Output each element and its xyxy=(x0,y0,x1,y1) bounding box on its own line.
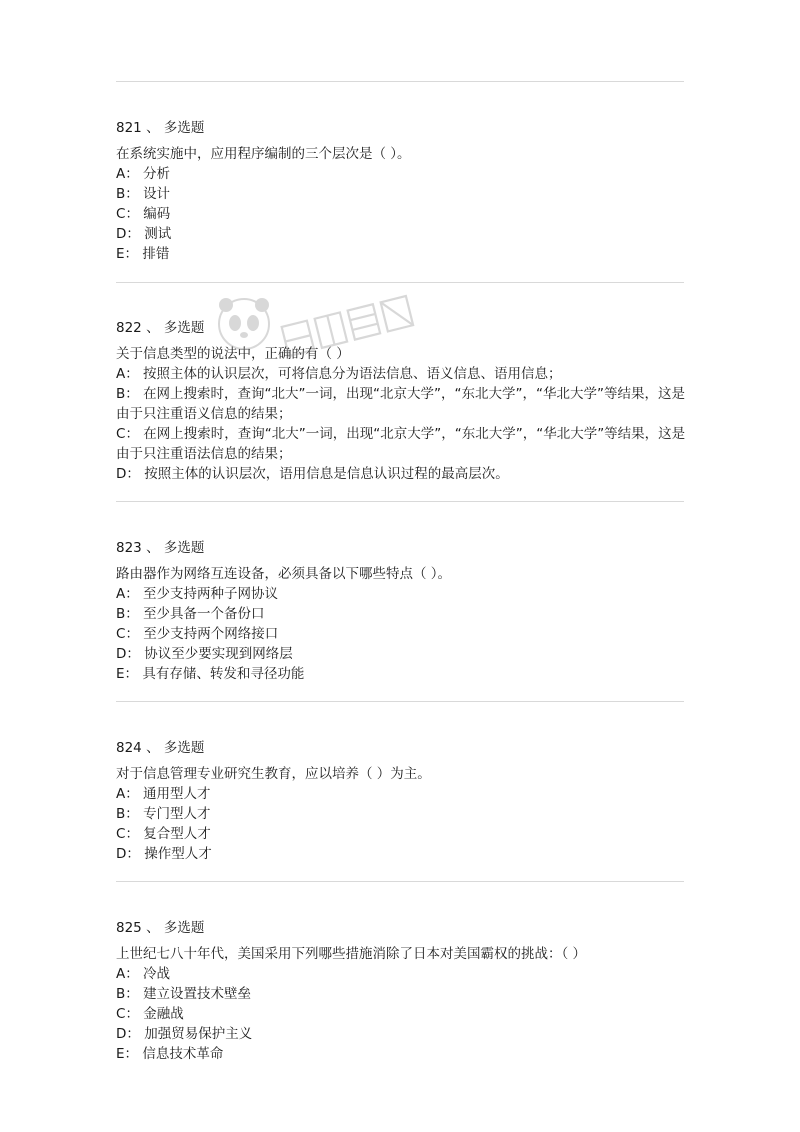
option-b: B： 专门型人才 xyxy=(116,806,211,822)
option-a: A： 按照主体的认识层次，可将信息分为语法信息、语义信息、语用信息； xyxy=(116,366,562,382)
option-b: B： 在网上搜索时，查询“北大”一词，出现“北京大学”，“东北大学”，“华北大学”等结果，这是由于只注重语义信息的结果； xyxy=(116,386,686,422)
divider xyxy=(116,501,684,502)
watermark-logo xyxy=(212,288,442,368)
option-d: D： 按照主体的认识层次，语用信息是信息认识过程的最高层次。 xyxy=(116,466,509,482)
question-header: 821 、 多选题 xyxy=(116,120,205,136)
question-821 xyxy=(116,118,688,264)
option-c: C： 至少支持两个网络接口 xyxy=(116,626,279,642)
option-a: A： 冷战 xyxy=(116,966,171,982)
divider xyxy=(116,282,684,283)
panda-logo-icon xyxy=(212,288,442,368)
option-d: D： 测试 xyxy=(116,226,172,242)
option-c: C： 复合型人才 xyxy=(116,826,211,842)
option-a: A： 通用型人才 xyxy=(116,786,211,802)
question-header: 824 、 多选题 xyxy=(116,740,205,756)
option-d: D： 协议至少要实现到网络层 xyxy=(116,646,293,662)
option-e: E： 具有存储、转发和寻径功能 xyxy=(116,666,305,682)
question-text: 上世纪七八十年代，美国采用下列哪些措施消除了日本对美国霸权的挑战：（ ） xyxy=(116,946,587,962)
option-e: E： 信息技术革命 xyxy=(116,1046,224,1062)
option-c: C： 编码 xyxy=(116,206,171,222)
question-825 xyxy=(116,918,688,1064)
option-b: B： 建立设置技术壁垒 xyxy=(116,986,252,1002)
option-a: A： 至少支持两种子网协议 xyxy=(116,586,279,602)
question-text: 对于信息管理专业研究生教育，应以培养（ ）为主。 xyxy=(116,766,431,782)
question-823 xyxy=(116,538,688,684)
question-text: 关于信息类型的说法中，正确的有（ ） xyxy=(116,346,350,362)
option-c: C： 金融战 xyxy=(116,1006,184,1022)
option-c: C： 在网上搜索时，查询“北大”一词，出现“北京大学”，“东北大学”，“华北大学”等结果，这是由于只注重语法信息的结果； xyxy=(116,426,686,462)
option-d: D： 加强贸易保护主义 xyxy=(116,1026,253,1042)
option-e: E： 排错 xyxy=(116,246,170,262)
divider xyxy=(116,701,684,702)
option-b: B： 至少具备一个备份口 xyxy=(116,606,265,622)
option-a: A： 分析 xyxy=(116,166,171,182)
option-d: D： 操作型人才 xyxy=(116,846,212,862)
divider xyxy=(116,81,684,82)
question-824 xyxy=(116,738,688,864)
question-text: 在系统实施中，应用程序编制的三个层次是（ ）。 xyxy=(116,146,411,162)
question-header: 825 、 多选题 xyxy=(116,920,205,936)
option-b: B： 设计 xyxy=(116,186,171,202)
question-header: 823 、 多选题 xyxy=(116,540,205,556)
divider xyxy=(116,881,684,882)
question-text: 路由器作为网络互连设备，必须具备以下哪些特点（ ）。 xyxy=(116,566,452,582)
question-header: 822 、 多选题 xyxy=(116,320,205,336)
